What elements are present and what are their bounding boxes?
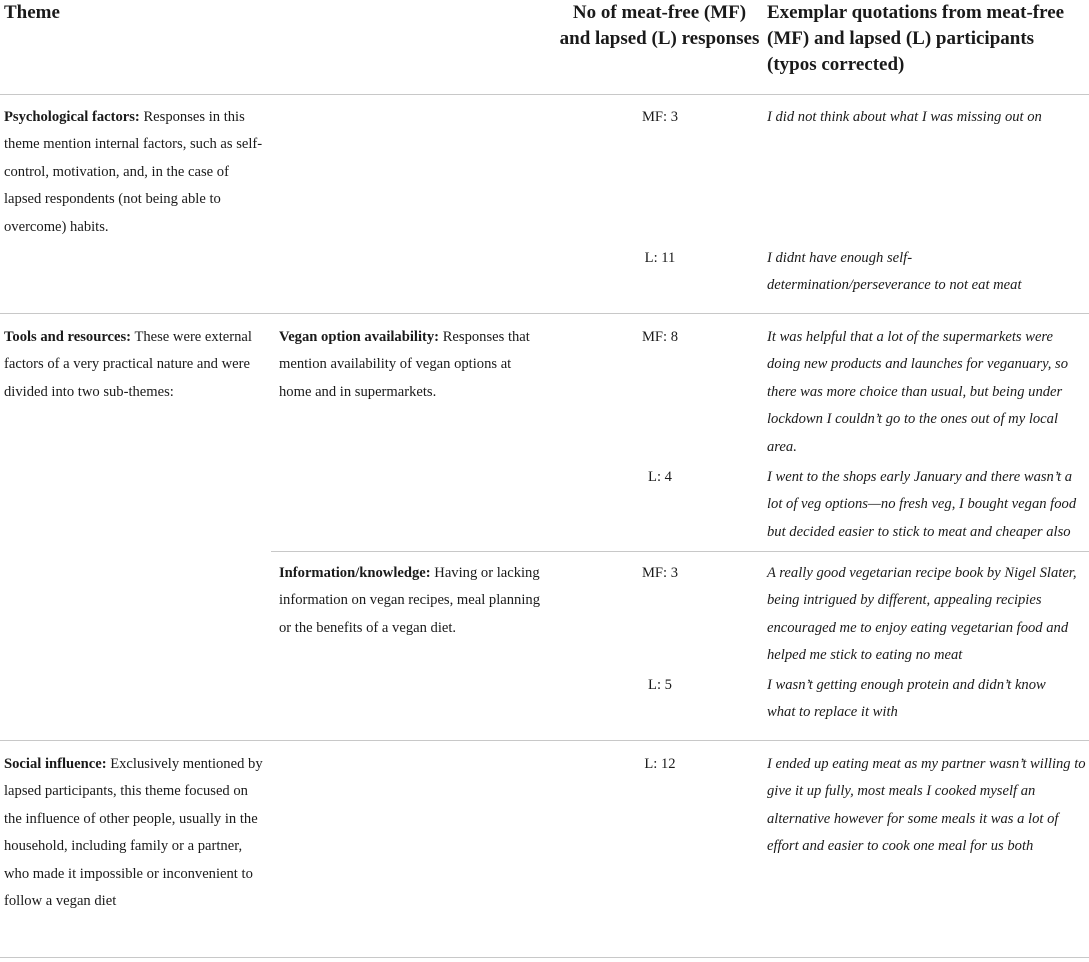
info-subtheme-title: Information/knowledge:: [279, 565, 431, 581]
header-theme: Theme: [4, 2, 60, 23]
tools-theme-cell: [4, 324, 266, 406]
info-l-count: L: 5: [648, 677, 672, 693]
social-l-count: L: 12: [644, 756, 676, 772]
info-l-quote: I wasn’t getting enough protein and didn’t know what to replace it with: [767, 677, 1046, 721]
info-subtheme-cell: [279, 560, 541, 642]
info-mf-quote: A really good vegetarian recipe book by Nigel Slater, being intrigued by different, appealing recipies encouraged me to enjoy eating vegetarian food and helped me stick to eating no meat: [767, 565, 1077, 664]
info-subtheme-desc: Having or lacking information on vegan recipes, meal planning or the benefits of a vegan diet.: [279, 565, 540, 636]
vegan-l-count: L: 4: [648, 469, 672, 485]
subtheme-rule: [271, 551, 1089, 552]
tools-theme-title: Tools and resources:: [4, 329, 132, 345]
psych-theme-title: Psychological factors:: [4, 109, 140, 125]
social-theme-title: Social influence:: [4, 756, 107, 772]
vegan-subtheme-desc: Responses that mention availability of vegan options at home and in supermarkets.: [279, 329, 530, 400]
vegan-mf-quote: It was helpful that a lot of the supermarkets were doing new products and launches for veganuary, so there was more choice than usual, but being under lockdown I couldn’t go to the ones out of my local area.: [767, 329, 1069, 455]
header-count: No of meat-free (MF) and lapsed (L) responses: [559, 2, 760, 49]
social-theme-desc: Exclusively mentioned by lapsed participants, this theme focused on the influence of other people, usually in the household, including family or a partner, who made it impossible or inconvenient to follow a vegan diet: [4, 756, 263, 910]
psych-theme-desc: Responses in this theme mention internal factors, such as self-control, motivation, and, in the case of lapsed respondents (not being able to overcome) habits.: [4, 109, 263, 235]
psych-mf-count: MF: 3: [641, 109, 679, 125]
header-rule: [0, 94, 1089, 95]
vegan-subtheme-title: Vegan option availability:: [279, 329, 440, 345]
social-theme-cell: [4, 751, 266, 915]
header-quotes: Exemplar quotations from meat-free (MF) and lapsed (L) participants (typos corrected): [767, 2, 1065, 75]
psych-theme-cell: [4, 104, 266, 241]
bottom-rule: [0, 957, 1089, 958]
psych-rule: [0, 313, 1089, 314]
psych-l-quote: I didnt have enough self-determination/perseverance to not eat meat: [767, 250, 1022, 294]
vegan-l-quote: I went to the shops early January and there wasn’t a lot of veg options—no fresh veg, I bought vegan food but decided easier to stick to meat and cheaper also: [767, 469, 1077, 540]
social-l-quote: I ended up eating meat as my partner wasn’t willing to give it up fully, most meals I cooked myself an alternative however for some meals it was a lot of effort and easier to cook one meal for us both: [767, 756, 1086, 855]
vegan-subtheme-cell: [279, 324, 541, 406]
tools-theme-desc: These were external factors of a very practical nature and were divided into two sub-themes:: [4, 329, 252, 400]
psych-l-count: L: 11: [644, 250, 676, 266]
tools-rule: [0, 740, 1089, 741]
vegan-mf-count: MF: 8: [641, 329, 679, 345]
info-mf-count: MF: 3: [641, 565, 679, 581]
psych-mf-quote: I did not think about what I was missing out on: [767, 109, 1042, 125]
